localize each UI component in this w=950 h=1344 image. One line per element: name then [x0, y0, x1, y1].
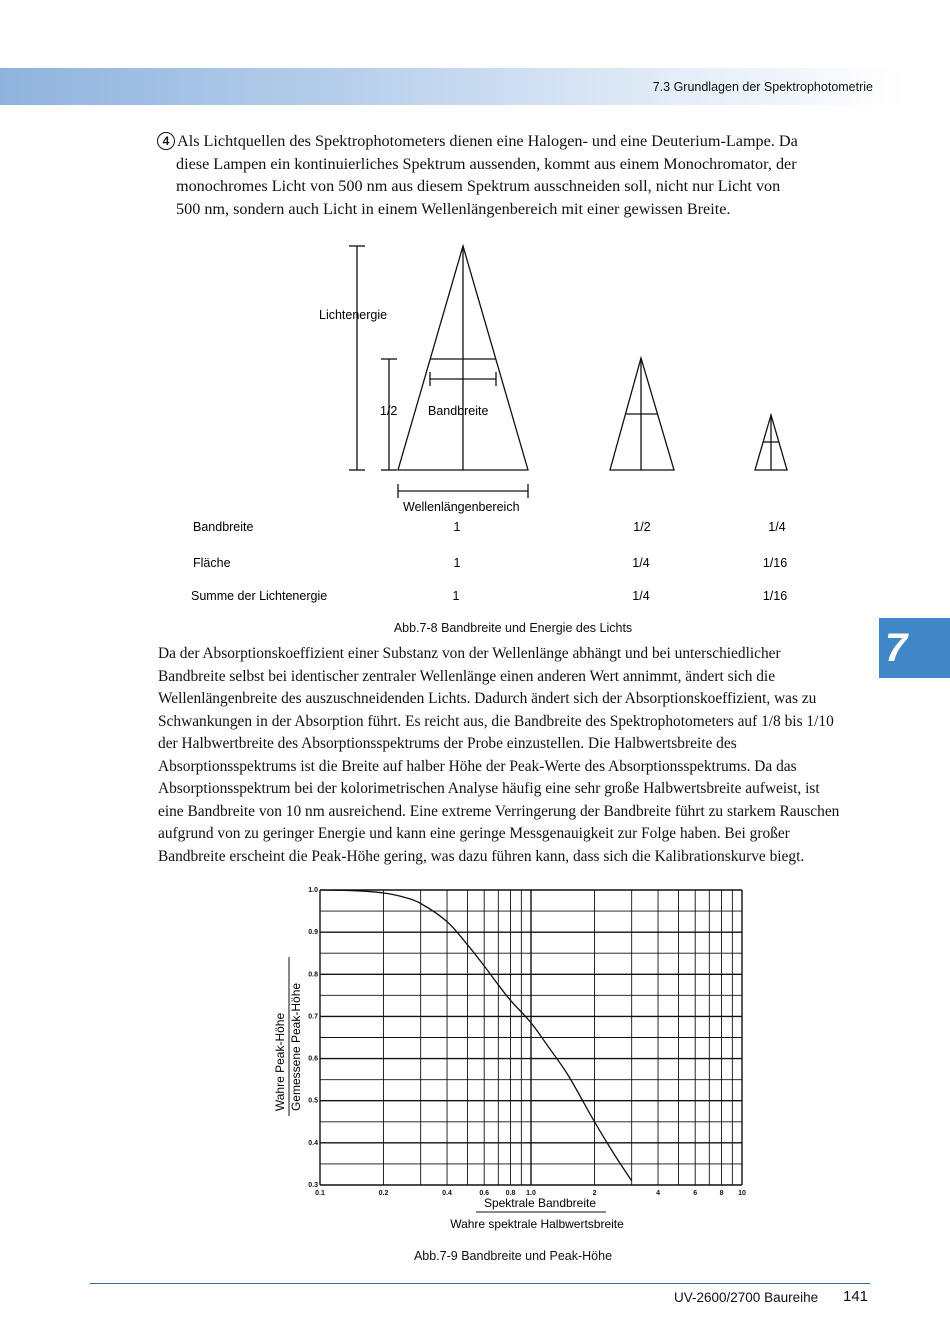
y-tick-label: 0.6 — [308, 1055, 318, 1063]
row-label-energy-sum: Summe der Lichtenergie — [191, 589, 328, 603]
body-line: Bandbreite erscheint die Peak-Höhe gering, was dazu führen kann, dass sich die Kalibrationskurve biegt. — [158, 847, 805, 865]
y-tick-label: 0.5 — [308, 1097, 318, 1105]
step-number-badge: 4 — [157, 132, 175, 150]
row-label-area: Fläche — [193, 556, 231, 570]
body-line: Bandbreite selbst bei identischer zentraler Wellenlänge einen anderen Wert annimmt, ändert sich die — [158, 667, 776, 685]
chapter-number: 7 — [885, 626, 908, 670]
figure1-caption: Abb.7-8 Bandbreite und Energie des Lichts — [393, 621, 633, 635]
half-label: 1/2 — [380, 404, 398, 418]
y-tick-label: 0.4 — [308, 1139, 318, 1147]
y-tick-label: 0.8 — [308, 971, 318, 979]
x-label-top: Spektrale Bandbreite — [483, 1196, 597, 1210]
energy-label: Lichtenergie — [319, 308, 388, 322]
cell-value: 1/4 — [768, 520, 786, 534]
y-label-bottom: Gemessene Peak-Höhe — [289, 982, 303, 1112]
figure2-caption: Abb.7-9 Bandbreite und Peak-Höhe — [413, 1249, 613, 1263]
step-line: Als Lichtquellen des Spektrophotometers dienen eine Halogen- und eine Deuterium-Lampe. Da — [177, 132, 798, 150]
body-line: Wellenlängenbreite des auszuschneidenden Lichts. Dadurch ändert sich der Absorptionskoeffizient, was zu — [158, 690, 817, 707]
chapter-tab — [879, 618, 950, 678]
body-line: Da der Absorptionskoeffizient einer Substanz von der Wellenlänge abhängt und bei unterschiedlicher — [158, 645, 781, 662]
body-paragraph — [158, 643, 878, 868]
bandwidth-label: Bandbreite — [428, 404, 489, 418]
cell-value: 1/4 — [632, 556, 650, 570]
x-tick-label: 4 — [656, 1190, 660, 1197]
page-number: 141 — [843, 1288, 869, 1305]
y-tick-label: 0.7 — [308, 1013, 318, 1021]
step-line: diese Lampen ein kontinuierliches Spektrum aussenden, kommt aus einem Monochromator, der — [176, 154, 797, 173]
body-line: Absorptionsspektrums ist die Breite auf halber Höhe der Peak-Werte des Absorptionsspektrums. Da das — [158, 757, 797, 775]
body-line: aufgrund von zu geringer Energie und kann eine geringe Messgenauigkeit zur Folge haben. Bei großer — [158, 825, 790, 842]
row-label-bandwidth: Bandbreite — [193, 520, 254, 534]
y-tick-label: 0.9 — [308, 929, 318, 937]
y-label-top: Wahre Peak-Höhe — [273, 1012, 287, 1112]
step-line: monochromes Licht von 500 nm aus diesem Spektrum ausschneiden soll, nicht nur Licht von — [176, 177, 781, 196]
footer-rule — [90, 1283, 870, 1284]
x-tick-label: 0.6 — [479, 1190, 490, 1197]
x-tick-label: 0.4 — [442, 1190, 452, 1197]
x-label-bottom: Wahre spektrale Halbwertsbreite — [450, 1217, 624, 1231]
x-tick-label: 0.8 — [505, 1190, 516, 1197]
x-tick-label: 1.0 — [526, 1190, 536, 1197]
cell-value: 1 — [453, 520, 461, 534]
x-tick-label: 6 — [693, 1190, 698, 1197]
x-tick-label: 0.1 — [315, 1190, 325, 1197]
cell-value: 1 — [453, 556, 461, 570]
footer-series: UV-2600/2700 Baureihe — [674, 1290, 819, 1305]
body-line: der Halbwertbreite des Absorptionsspektrums der Probe einzustellen. Die Halbwertsbreite des — [158, 735, 737, 752]
body-line: Absorptionsspektrum bei der kolorimetrischen Analyse häufig eine sehr große Halbwertsbreite aufweist, ist — [158, 780, 820, 797]
x-tick-label: 8 — [719, 1190, 724, 1197]
y-tick-label: 1.0 — [308, 887, 318, 894]
cell-value: 1/2 — [633, 520, 651, 534]
body-line: Schwankungen in der Absorption führt. Es reicht aus, die Bandbreite des Spektrophotometers auf 1/8 bis 1/10 — [158, 712, 834, 730]
x-tick-label: 10 — [738, 1190, 746, 1197]
bandwidth-energy-figure — [0, 230, 950, 615]
x-tick-label: 0.2 — [378, 1190, 389, 1197]
cell-value: 1/4 — [632, 589, 650, 603]
cell-value: 1/16 — [762, 589, 788, 603]
x-tick-label: 2 — [592, 1190, 597, 1197]
y-tick-label: 0.3 — [308, 1182, 318, 1189]
section-title: 7.3 Grundlagen der Spektrophotometrie — [652, 80, 873, 94]
step-line: 500 nm, sondern auch Licht in einem Wellenlängenbereich mit einer gewissen Breite. — [176, 200, 731, 219]
cell-value: 1/16 — [762, 556, 788, 570]
peak-height-curve — [320, 890, 632, 1181]
peak-height-chart — [260, 880, 760, 1236]
body-line: eine Bandbreite von 10 nm ausreichend. Eine extreme Verringerung der Bandbreite führt zu starkem Rauschen — [158, 802, 840, 820]
wavelength-range-label: Wellenlängenbereich — [403, 500, 520, 514]
cell-value: 1 — [452, 589, 460, 603]
step-paragraph — [157, 130, 877, 221]
